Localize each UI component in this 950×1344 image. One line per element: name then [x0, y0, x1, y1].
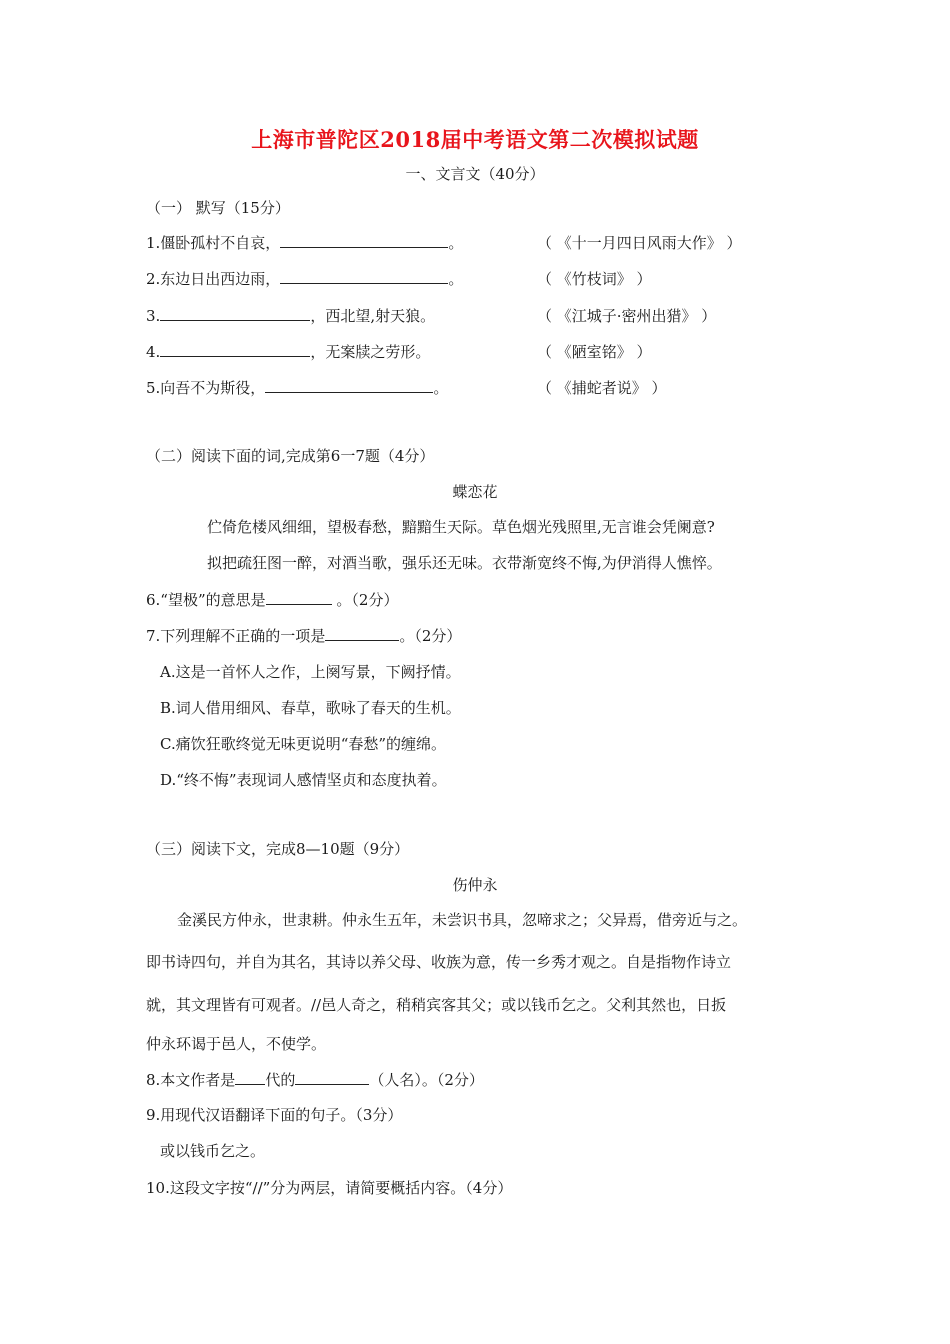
passage-line: 仲永环谒于邑人，不使学。: [146, 1035, 327, 1053]
dictation-item: 4. ，无案牍之劳形。: [146, 343, 431, 361]
question-8: 8.本文作者是 代的 （人名）。（2分）: [146, 1071, 484, 1089]
question-9: 9.用现代汉语翻译下面的句子。（3分）: [146, 1106, 403, 1124]
answer-blank[interactable]: [280, 269, 448, 284]
answer-blank[interactable]: [325, 626, 399, 641]
dictation-item: 2.东边日出西边雨， 。: [146, 270, 464, 288]
dictation-source: （ 《竹枝词》 ）: [537, 270, 652, 288]
passage-line: 金溪民方仲永，世隶耕。仲永生五年，未尝识书具，忽啼求之；父异焉，借旁近与之。: [177, 911, 748, 929]
answer-blank[interactable]: [160, 306, 310, 321]
poem-title: 蝶恋花: [452, 483, 498, 501]
question-10: 10.这段文字按“//”分为两层，请简要概括内容。（4分）: [146, 1179, 513, 1197]
part1-heading: （一） 默写（15分）: [146, 199, 290, 217]
dictation-source: （ 《江城子·密州出猎》 ）: [537, 307, 717, 325]
poem-line: 拟把疏狂图一醉，对酒当歌，强乐还无味。衣带渐宽终不悔,为伊消得人憔悴。: [207, 554, 722, 572]
answer-blank[interactable]: [265, 378, 433, 393]
part2-heading: （二）阅读下面的词,完成第6一7题（4分）: [146, 447, 435, 465]
question-7: 7.下列理解不正确的一项是 。（2分）: [146, 627, 462, 645]
dictation-item: 1.僵卧孤村不自哀， 。: [146, 234, 464, 252]
option-a: A.这是一首怀人之作，上阕写景，下阙抒情。: [160, 663, 461, 681]
dictation-source: （ 《捕蛇者说》 ）: [537, 379, 667, 397]
passage-line: 就，其文理皆有可观者。//邑人奇之，稍稍宾客其父；或以钱币乞之。父利其然也，日扳: [146, 996, 727, 1014]
option-c: C.痛饮狂歌终觉无味更说明“春愁”的缠绵。: [160, 735, 447, 753]
question-9-sentence: 或以钱币乞之。: [160, 1142, 266, 1160]
dictation-item: 5.向吾不为斯役， 。: [146, 379, 449, 397]
text-title: 伤仲永: [452, 876, 498, 894]
poem-line: 伫倚危楼风细细，望极春愁，黯黯生天际。草色烟光残照里,无言谁会凭阑意?: [207, 518, 715, 536]
option-d: D.“终不悔”表现词人感情坚贞和态度执着。: [160, 771, 447, 789]
dictation-source: （ 《十一月四日风雨大作》 ）: [537, 234, 742, 252]
answer-blank[interactable]: [235, 1070, 265, 1085]
section-heading: 一、文言文（40分）: [405, 165, 545, 183]
question-6: 6.“望极”的意思是 。（2分）: [146, 591, 399, 609]
answer-blank[interactable]: [266, 590, 332, 605]
answer-blank[interactable]: [280, 233, 448, 248]
option-b: B.词人借用细风、春草，歌咏了春天的生机。: [160, 699, 461, 717]
exam-title: 上海市普陀区2018届中考语文第二次模拟试题: [251, 127, 699, 152]
part3-heading: （三）阅读下文，完成8—10题（9分）: [146, 840, 410, 858]
answer-blank[interactable]: [160, 342, 310, 357]
dictation-item: 3. ，西北望,射天狼。: [146, 307, 436, 325]
answer-blank[interactable]: [295, 1070, 369, 1085]
dictation-source: （ 《陋室铭》 ）: [537, 343, 652, 361]
passage-line: 即书诗四句，并自为其名，其诗以养父母、收族为意，传一乡秀才观之。自是指物作诗立: [146, 953, 732, 971]
